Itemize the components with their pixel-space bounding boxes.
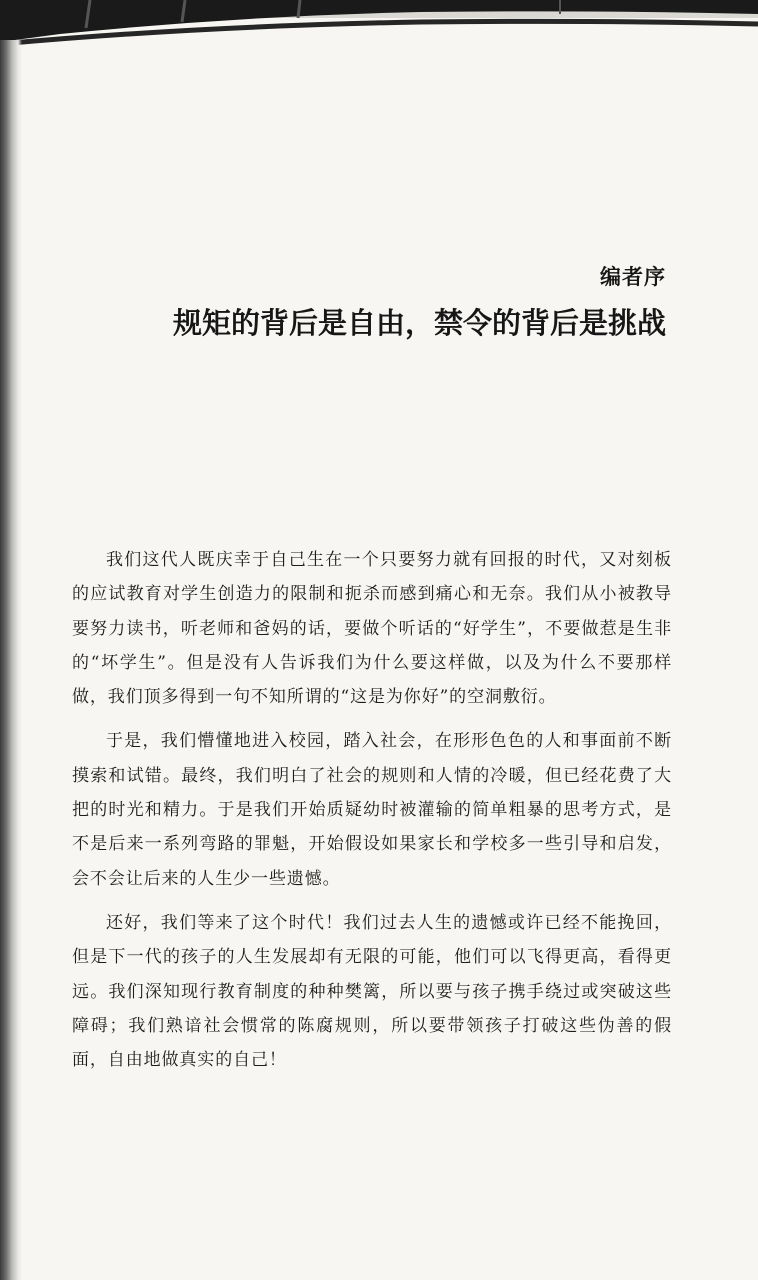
paragraph-3: 还好，我们等来了这个时代！我们过去人生的遗憾或许已经不能挽回，但是下一代的孩子的人生发展却有无限的可能，他们可以飞得更高，看得更远。我们深知现行教育制度的种种樊篱，所以要与孩子携手绕过或突破这些障碍；我们熟谙社会惯常的陈腐规则，所以要带领孩子打破这些伪善的假面，自由地做真实的自己！: [72, 912, 672, 1071]
section-label: 编者序: [600, 264, 666, 289]
preface-header: [173, 262, 666, 342]
page-binding-shadow: [0, 40, 22, 1280]
page-top-edge: [0, 0, 758, 60]
paragraph-1: 我们这代人既庆幸于自己生在一个只要努力就有回报的时代，又对刻板的应试教育对学生创造力的限制和扼杀而感到痛心和无奈。我们从小被教导要努力读书，听老师和爸妈的话，要做个听话的“好学生”，不要做惹是生非的“坏学生”。但是没有人告诉我们为什么要这样做，以及为什么不要那样做，我们顶多得到一句不知所谓的“这是为你好”的空洞敷衍。: [72, 550, 672, 708]
body-text: [72, 543, 672, 1087]
paragraph-2: 于是，我们懵懂地进入校园，踏入社会，在形形色色的人和事面前不断摸索和试错。最终，我们明白了社会的规则和人情的冷暖，但已经花费了大把的时光和精力。于是我们开始质疑幼时被灌输的简单粗暴的思考方式，是不是后来一系列弯路的罪魁，开始假设如果家长和学校多一些引导和启发，会不会让后来的人生少一些遗憾。: [72, 731, 672, 889]
page-title: 规矩的背后是自由，禁令的背后是挑战: [172, 306, 666, 340]
